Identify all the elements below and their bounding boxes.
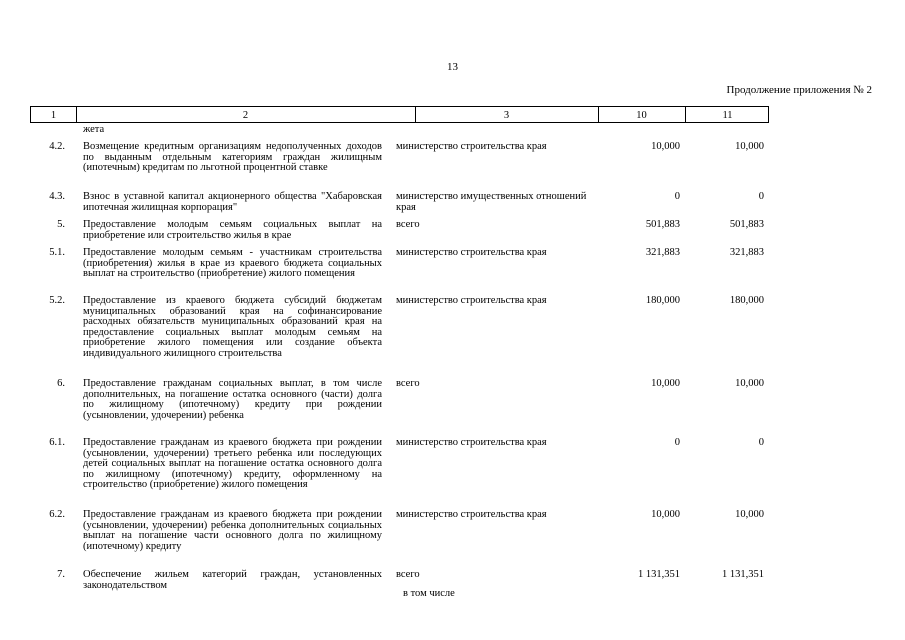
header-col-11: 11: [722, 110, 733, 121]
row-value-col11: 10,000: [735, 378, 764, 389]
row-executor: министерство имущественных отношений края: [396, 191, 587, 213]
table-header: [30, 106, 769, 123]
row-value-col11: 10,000: [735, 141, 764, 152]
row-description: Предоставление из краевого бюджета субсидий бюджетам муниципальных образований края на софинансирование расходных обязательств муниципальных образований края на предоставление социальных выплат молодым семьям на приобретение жилого помещения или создание объекта индивидуального жилищного строительства: [83, 295, 382, 359]
row-number: 5.1.: [49, 247, 65, 258]
continuation-label: Продолжение приложения № 2: [726, 84, 872, 96]
row-number: 4.3.: [49, 191, 65, 202]
row-description: Предоставление гражданам социальных выплат, в том числе дополнительных, на погашение остатка основного (части) долга по жилищному (ипотечному) кредиту при рождении (усыновлении, удочерении) ребенка: [83, 378, 382, 421]
row-number: 5.2.: [49, 295, 65, 306]
row-value-col11: 0: [758, 191, 764, 202]
row-value-col10: 0: [674, 437, 680, 448]
row-description: Предоставление молодым семьям социальных выплат на приобретение или строительство жилья в крае: [83, 219, 382, 241]
header-col-10: 10: [636, 110, 647, 121]
row-value-col10: 321,883: [645, 247, 680, 258]
row-description: Предоставление молодым семьям - участникам строительства (приобретения) жилья в крае из краевого бюджета социальных выплат на строительство (приобретение) жилого помещения: [83, 247, 382, 279]
row-executor: министерство строительства края: [396, 247, 547, 258]
row-description: Предоставление гражданам из краевого бюджета при рождении (усыновлении, удочерении) третьего ребенка или последующих детей социальных выплат на погашение остатка основного долга по жилищному (ипотечному) кредиту, оформленному на строительство (приобретение) жилого помещения: [83, 437, 382, 490]
row-value-col11: 321,883: [729, 247, 764, 258]
page-number: 13: [447, 61, 458, 73]
row-value-col11: 1 131,351: [722, 569, 764, 580]
row-executor: всего: [396, 569, 420, 580]
row-executor: министерство строительства края: [396, 141, 547, 152]
row-number: 6.2.: [49, 509, 65, 520]
row-description: Взнос в уставной капитал акционерного общества "Хабаровская ипотечная жилищная корпорация": [83, 191, 382, 213]
row-number: 7.: [57, 569, 65, 580]
row-value-col10: 180,000: [645, 295, 680, 306]
row-value-col10: 10,000: [651, 141, 680, 152]
header-col-3: 3: [503, 110, 510, 121]
row-description: Обеспечение жильем категорий граждан, установленных законодательством: [83, 569, 382, 591]
row-value-col10: 501,883: [645, 219, 680, 230]
row-number: 4.2.: [49, 141, 65, 152]
row-value-col10: 0: [674, 191, 680, 202]
row-value-col11: 501,883: [729, 219, 764, 230]
row-value-col11: 0: [758, 437, 764, 448]
row-number: 5.: [57, 219, 65, 230]
footnote-text: в том числе: [403, 588, 455, 599]
row-executor: всего: [396, 219, 420, 230]
row-executor: всего: [396, 378, 420, 389]
row-description: Возмещение кредитным организациям недополученных доходов по выданным отдельным категориям граждан жилищным (ипотечным) кредитам по льготной процентной ставке: [83, 141, 382, 173]
header-col-1: 1: [50, 110, 57, 121]
row-executor: министерство строительства края: [396, 509, 547, 520]
row-value-col10: 1 131,351: [638, 569, 680, 580]
row-value-col10: 10,000: [651, 509, 680, 520]
row-executor: министерство строительства края: [396, 437, 547, 448]
row-description: Предоставление гражданам из краевого бюджета при рождении (усыновлении, удочерении) ребенка дополнительных социальных выплат на погашение части основного долга по жилищному (ипотечному) кредиту: [83, 509, 382, 552]
row-value-col10: 10,000: [651, 378, 680, 389]
fragment-text: жета: [83, 124, 105, 135]
header-col-2: 2: [242, 110, 249, 121]
row-value-col11: 180,000: [729, 295, 764, 306]
row-value-col11: 10,000: [735, 509, 764, 520]
row-number: 6.1.: [49, 437, 65, 448]
row-number: 6.: [57, 378, 65, 389]
row-executor: министерство строительства края: [396, 295, 547, 306]
